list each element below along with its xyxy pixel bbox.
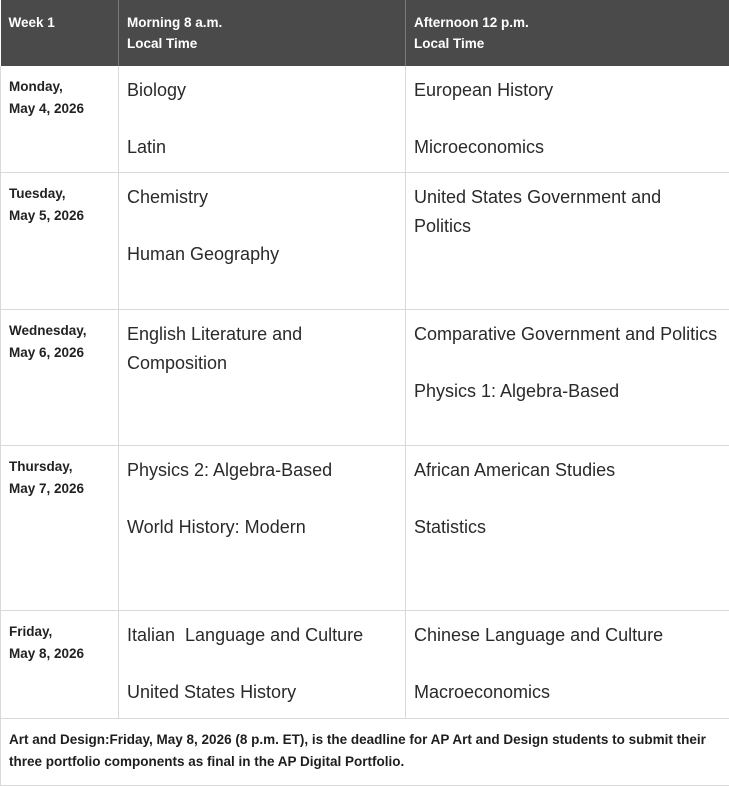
- day-cell: Tuesday, May 5, 2026: [1, 173, 119, 310]
- exam-name: United States Government and Politics: [414, 183, 721, 241]
- exam-name: Microeconomics: [414, 133, 721, 162]
- day-cell: Wednesday, May 6, 2026: [1, 310, 119, 446]
- exam-name: Chemistry: [127, 183, 397, 212]
- art-design-note: [1, 719, 729, 786]
- exam-name: Physics 1: Algebra-Based: [414, 377, 721, 406]
- table-row: [1, 310, 729, 446]
- exam-name: World History: Modern: [127, 513, 397, 542]
- morning-exams: [119, 310, 406, 446]
- afternoon-header: Afternoon 12 p.m. Local Time: [406, 0, 729, 66]
- day-cell: Thursday, May 7, 2026: [1, 446, 119, 611]
- header-row: [1, 0, 729, 66]
- note-label: Art and Design:: [9, 732, 110, 747]
- footer-row: [1, 719, 729, 786]
- morning-exams: [119, 446, 406, 611]
- exam-name: Italian Language and Culture: [127, 621, 397, 650]
- morning-exams: [119, 66, 406, 173]
- afternoon-exams: [406, 446, 729, 611]
- afternoon-exams: [406, 611, 729, 719]
- morning-exams: [119, 173, 406, 310]
- exam-name: African American Studies: [414, 456, 721, 485]
- week-header: Week 1: [1, 0, 119, 66]
- exam-name: Biology: [127, 76, 397, 105]
- exam-name: English Literature and Composition: [127, 320, 397, 378]
- exam-name: Human Geography: [127, 240, 397, 269]
- note-text: Friday, May 8, 2026 (8 p.m. ET), is the deadline for AP Art and Design students to submit their three portfolio components as final in the AP Digital Portfolio.: [9, 732, 706, 769]
- afternoon-exams: [406, 173, 729, 310]
- afternoon-exams: [406, 66, 729, 173]
- day-cell: Friday, May 8, 2026: [1, 611, 119, 719]
- exam-name: Chinese Language and Culture: [414, 621, 721, 650]
- exam-name: European History: [414, 76, 721, 105]
- exam-name: Physics 2: Algebra-Based: [127, 456, 397, 485]
- afternoon-exams: [406, 310, 729, 446]
- exam-name: Macroeconomics: [414, 678, 721, 707]
- exam-name: United States History: [127, 678, 397, 707]
- table-row: [1, 446, 729, 611]
- table-row: [1, 611, 729, 719]
- exam-name: Statistics: [414, 513, 721, 542]
- morning-exams: [119, 611, 406, 719]
- table-row: [1, 173, 729, 310]
- table-row: [1, 66, 729, 173]
- exam-name: Latin: [127, 133, 397, 162]
- day-cell: Monday, May 4, 2026: [1, 66, 119, 173]
- morning-header: Morning 8 a.m. Local Time: [119, 0, 406, 66]
- exam-name: Comparative Government and Politics: [414, 320, 721, 349]
